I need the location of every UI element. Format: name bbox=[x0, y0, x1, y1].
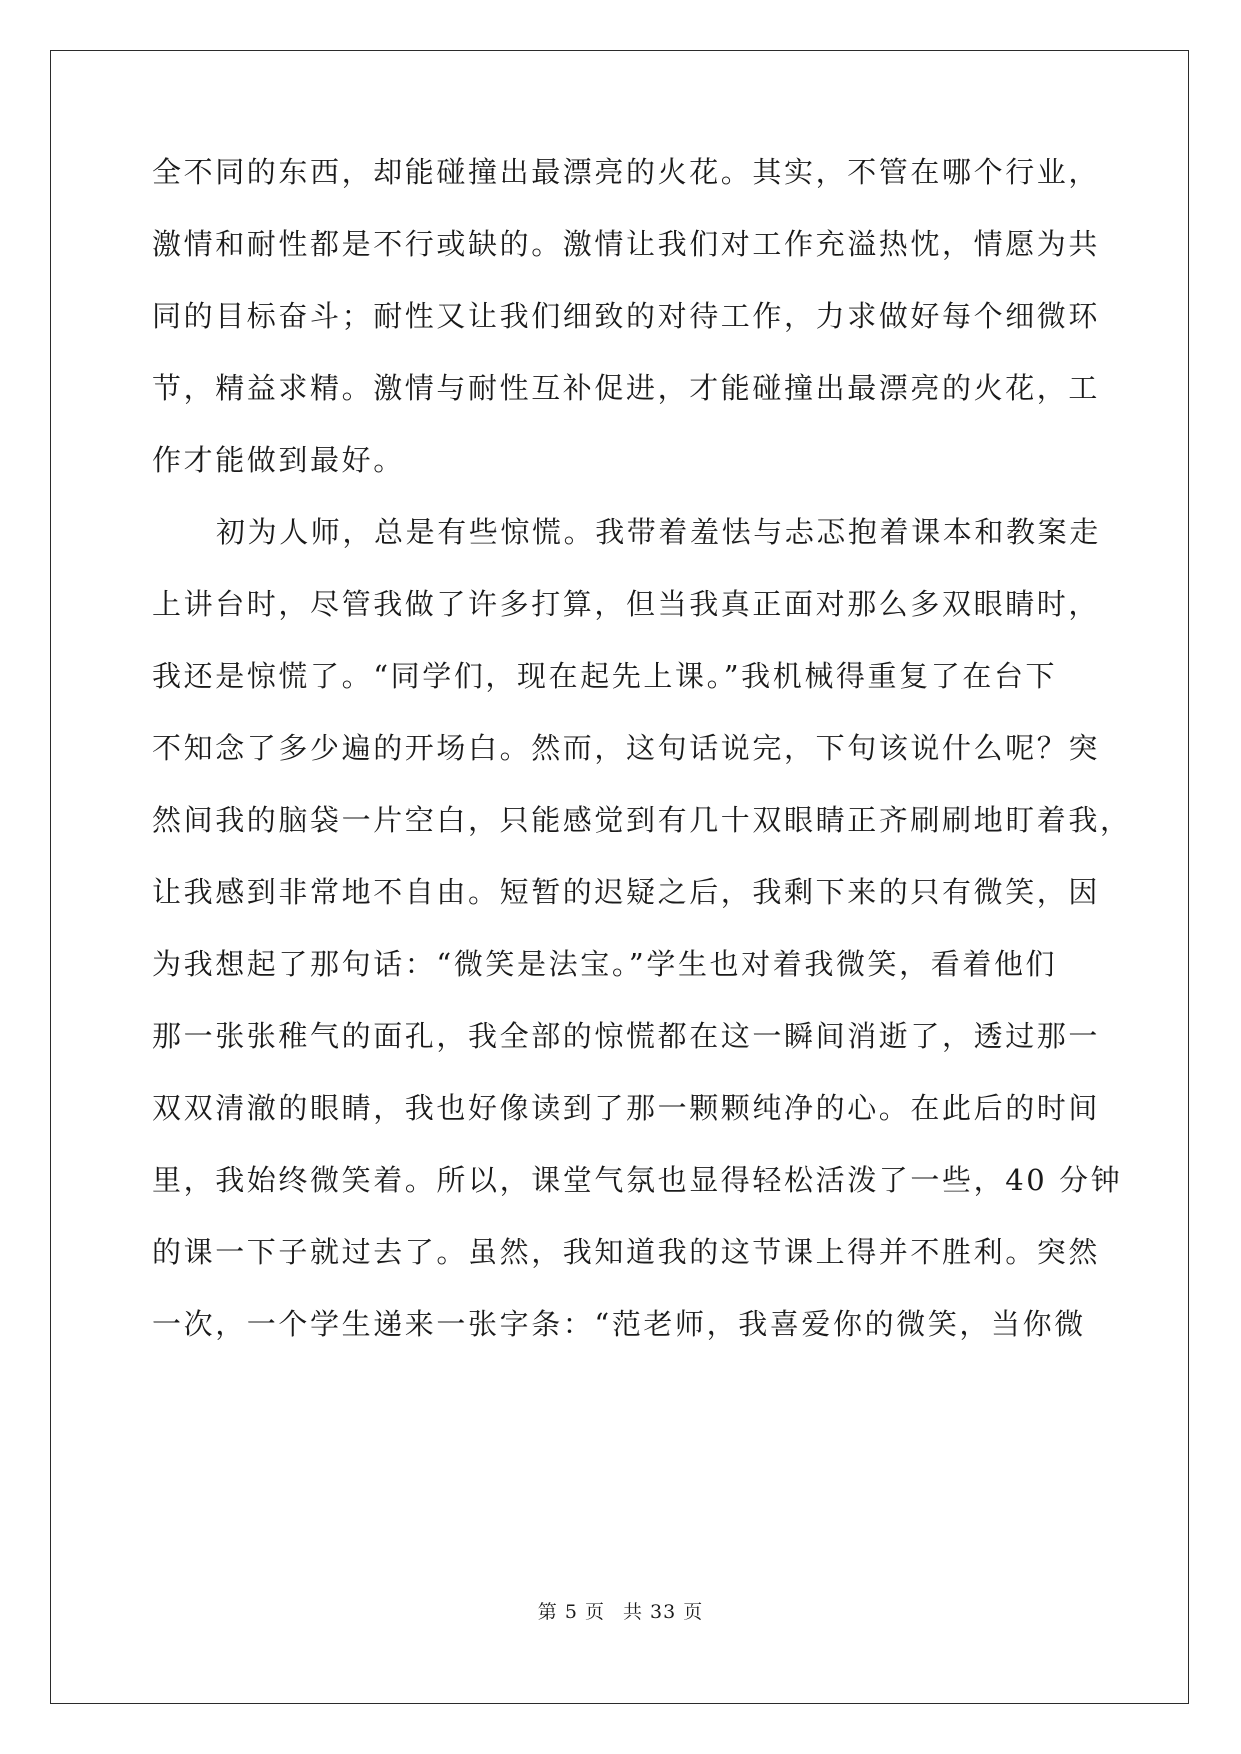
text-line: 然间我的脑袋一片空白，只能感觉到有几十双眼睛正齐刷刷地盯着我， bbox=[152, 803, 1132, 837]
text-line: 一次，一个学生递来一张字条：“范老师，我喜爱你的微笑，当你微 bbox=[152, 1307, 1086, 1341]
text-line: 让我感到非常地不自由。短暂的迟疑之后，我剩下来的只有微笑，因 bbox=[152, 875, 1101, 909]
text-line: 不知念了多少遍的开场白。然而，这句话说完，下句该说什么呢？突 bbox=[152, 731, 1101, 765]
page-number: 第 5 页 bbox=[537, 1601, 605, 1623]
text-line: 初为人师，总是有些惊慌。我带着羞怯与忐忑抱着课本和教案走 bbox=[216, 515, 1101, 549]
text-line: 节，精益求精。激情与耐性互补促进，才能碰撞出最漂亮的火花，工 bbox=[152, 371, 1101, 405]
text-line: 全不同的东西，却能碰撞出最漂亮的火花。其实，不管在哪个行业， bbox=[152, 155, 1101, 189]
page-total: 共 33 页 bbox=[622, 1601, 704, 1623]
text-line: 激情和耐性都是不行或缺的。激情让我们对工作充溢热忱，情愿为共 bbox=[152, 227, 1101, 261]
text-line: 我还是惊慌了。“同学们，现在起先上课。”我机械得重复了在台下 bbox=[152, 659, 1058, 693]
text-line: 的课一下子就过去了。虽然，我知道我的这节课上得并不胜利。突然 bbox=[152, 1235, 1101, 1269]
text-line: 同的目标奋斗；耐性又让我们细致的对待工作，力求做好每个细微环 bbox=[152, 299, 1101, 333]
text-line: 双双清澈的眼睛，我也好像读到了那一颗颗纯净的心。在此后的时间 bbox=[152, 1091, 1101, 1125]
text-line: 作才能做到最好。 bbox=[152, 443, 405, 477]
text-line: 里，我始终微笑着。所以，课堂气氛也显得轻松活泼了一些，40 分钟 bbox=[152, 1163, 1123, 1197]
page-footer bbox=[0, 1600, 1241, 1624]
text-line: 上讲台时，尽管我做了许多打算，但当我真正面对那么多双眼睛时， bbox=[152, 587, 1101, 621]
text-line: 那一张张稚气的面孔，我全部的惊慌都在这一瞬间消逝了，透过那一 bbox=[152, 1019, 1101, 1053]
text-line: 为我想起了那句话：“微笑是法宝。”学生也对着我微笑，看着他们 bbox=[152, 947, 1058, 981]
